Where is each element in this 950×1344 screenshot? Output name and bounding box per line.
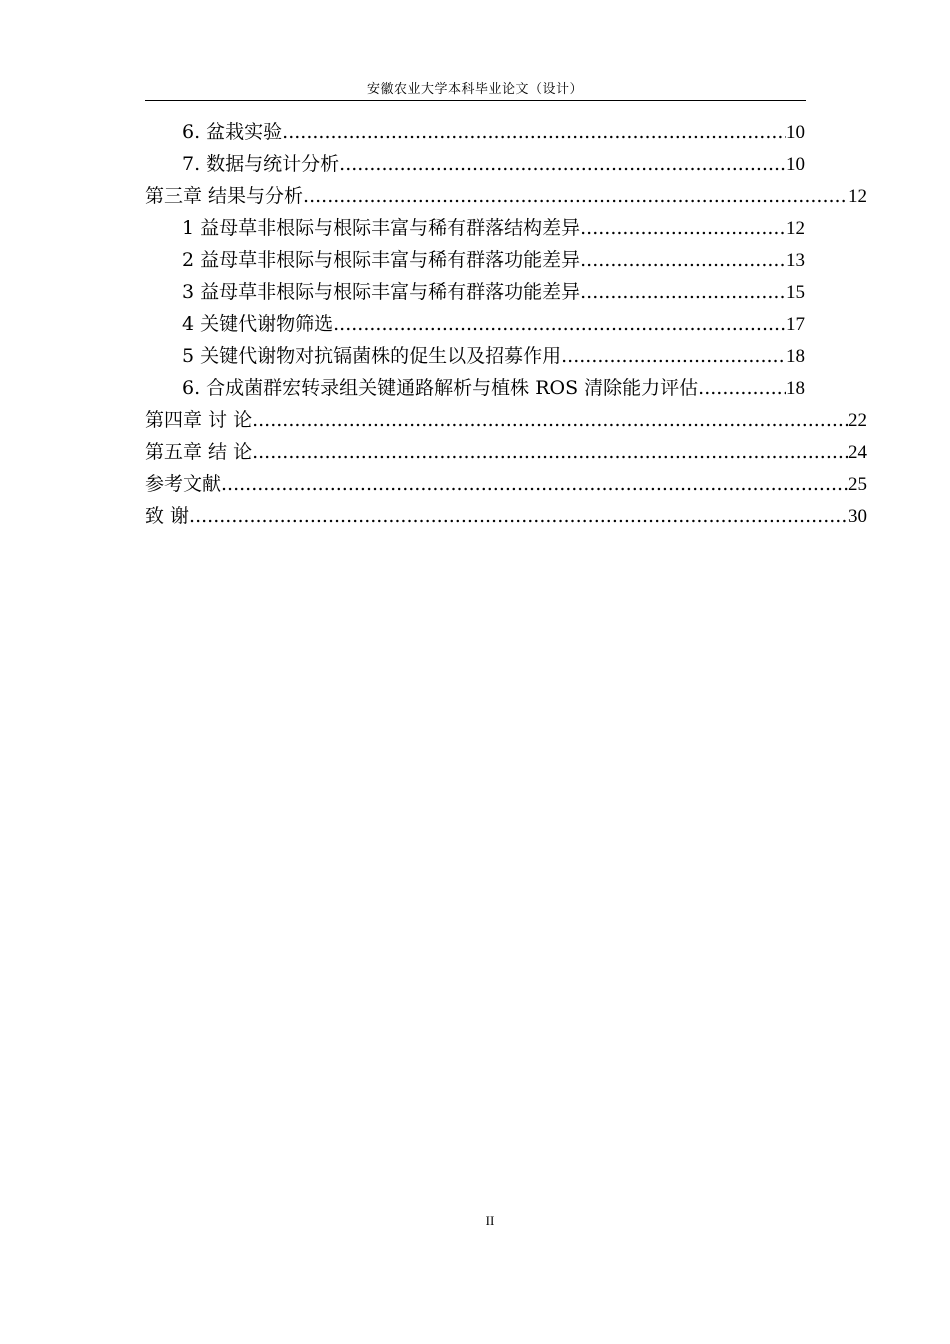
toc-entry-page: 18 — [786, 378, 805, 399]
header-rule — [145, 100, 806, 101]
toc-entry-label: 2 益母草非根际与根际丰富与稀有群落功能差异 — [182, 249, 581, 271]
toc-entry[interactable] — [145, 436, 867, 468]
toc-entry-label: 5 关键代谢物对抗镉菌株的促生以及招募作用 — [182, 345, 562, 367]
toc-entry-label: 第三章 结果与分析 — [145, 185, 304, 207]
toc-entry[interactable] — [145, 404, 867, 436]
toc-dot-leader — [303, 180, 848, 212]
toc-entry-label: 4 关键代谢物筛选 — [182, 313, 334, 335]
toc-dot-leader — [580, 212, 786, 244]
toc-entry[interactable] — [145, 180, 867, 212]
toc-entry-page: 17 — [786, 314, 805, 335]
table-of-contents — [145, 116, 867, 532]
toc-entry[interactable] — [182, 372, 805, 404]
toc-dot-leader — [333, 308, 786, 340]
toc-entry[interactable] — [182, 276, 805, 308]
toc-entry-page: 30 — [848, 506, 867, 527]
toc-entry[interactable] — [182, 148, 805, 180]
toc-entry-label: 6. 合成菌群宏转录组关键通路解析与植株 ROS 清除能力评估 — [182, 377, 699, 399]
toc-entry-page: 24 — [848, 442, 867, 463]
toc-dot-leader — [698, 372, 786, 404]
toc-entry-page: 10 — [786, 154, 805, 175]
toc-entry-page: 18 — [786, 346, 805, 367]
toc-entry[interactable] — [182, 116, 805, 148]
toc-dot-leader — [252, 404, 848, 436]
toc-entry[interactable] — [145, 500, 867, 532]
toc-entry-label: 致 谢 — [145, 505, 190, 527]
toc-entry[interactable] — [182, 244, 805, 276]
toc-dot-leader — [221, 468, 848, 500]
toc-entry-page: 22 — [848, 410, 867, 431]
toc-entry-page: 10 — [786, 122, 805, 143]
toc-entry-page: 12 — [786, 218, 805, 239]
toc-entry-label: 1 益母草非根际与根际丰富与稀有群落结构差异 — [182, 217, 581, 239]
toc-entry-label: 6. 盆栽实验 — [182, 121, 283, 143]
toc-entry-label: 3 益母草非根际与根际丰富与稀有群落功能差异 — [182, 281, 581, 303]
toc-entry-label: 第四章 讨 论 — [145, 409, 253, 431]
toc-entry-page: 15 — [786, 282, 805, 303]
toc-entry-label: 7. 数据与统计分析 — [182, 153, 340, 175]
toc-dot-leader — [580, 244, 786, 276]
toc-entry-label: 第五章 结 论 — [145, 441, 253, 463]
toc-entry[interactable] — [182, 212, 805, 244]
toc-entry-page: 25 — [848, 474, 867, 495]
toc-entry[interactable] — [145, 468, 867, 500]
page-header: 安徽农业大学本科毕业论文（设计） — [366, 82, 583, 97]
toc-entry-label: 参考文献 — [145, 473, 222, 495]
toc-dot-leader — [189, 500, 848, 532]
toc-dot-leader — [561, 340, 786, 372]
toc-entry-page: 13 — [786, 250, 805, 271]
toc-dot-leader — [339, 148, 786, 180]
toc-dot-leader — [282, 116, 786, 148]
toc-dot-leader — [252, 436, 848, 468]
toc-entry[interactable] — [182, 340, 805, 372]
toc-entry-page: 12 — [848, 186, 867, 207]
toc-dot-leader — [580, 276, 786, 308]
toc-entry[interactable] — [182, 308, 805, 340]
page-number: II — [485, 1213, 495, 1228]
